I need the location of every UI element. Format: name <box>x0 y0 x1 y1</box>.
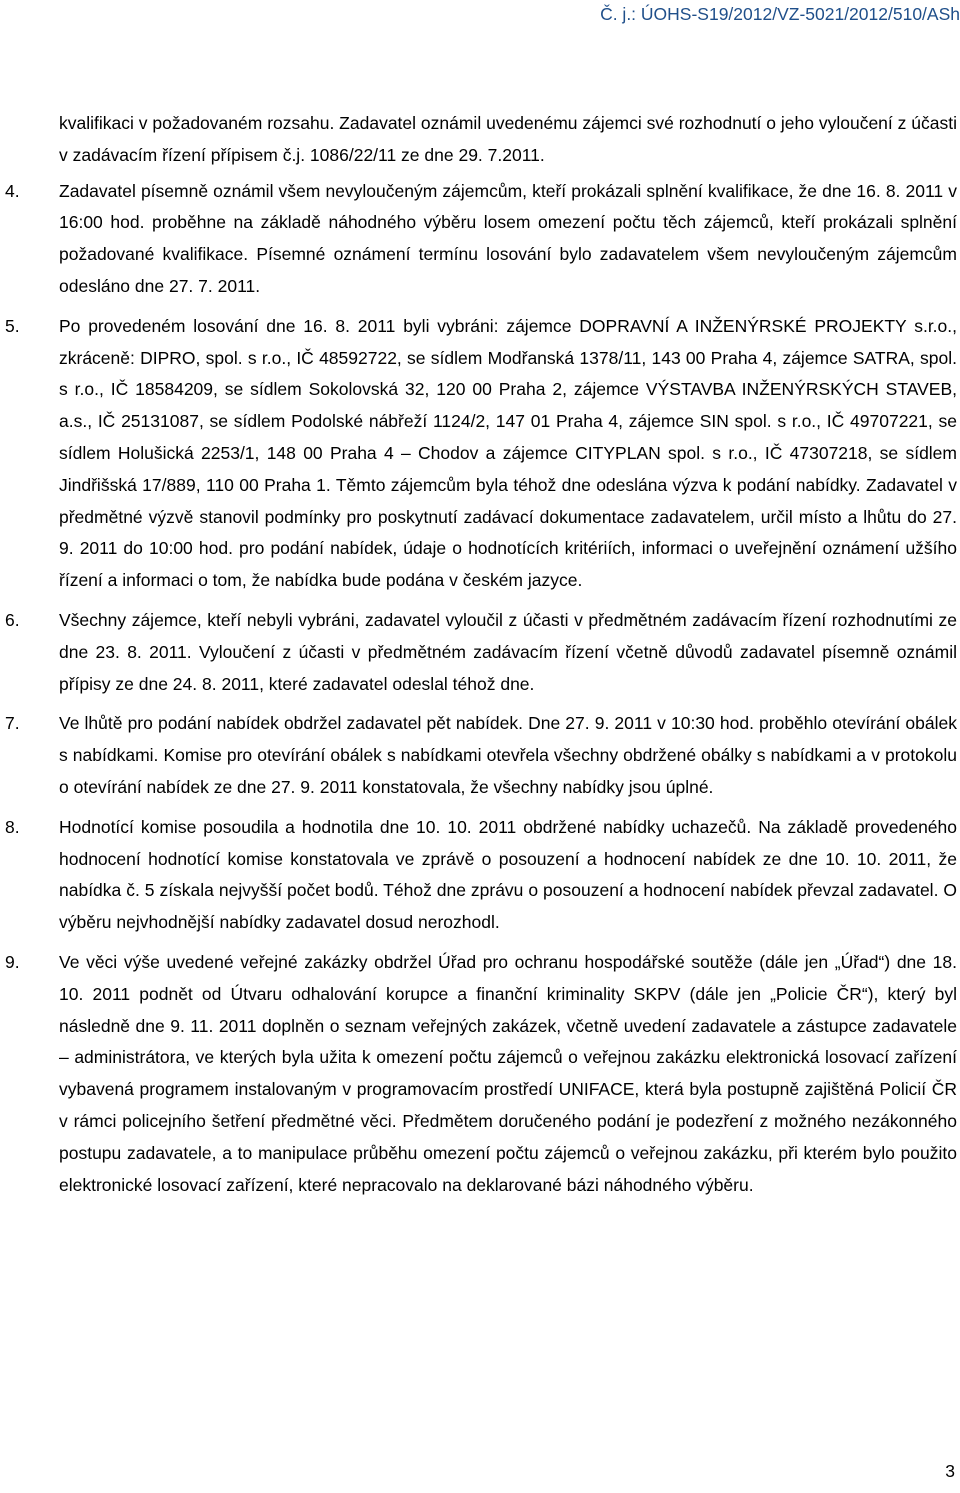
list-item-5 <box>5 311 957 597</box>
item-number: 5. <box>5 315 20 336</box>
list-item-7 <box>5 708 957 803</box>
item-number: 8. <box>5 816 20 837</box>
item-text: Ve lhůtě pro podání nabídek obdržel zadavatel pět nabídek. Dne 27. 9. 2011 v 10:30 hod. proběhlo otevírání obálek s nabídkami. Komise pro otevírání obálek s nabídkami otevřela všechny obdržené obálky s nabídkami a v protokolu o otevírání nabídek ze dne 27. 9. 2011 konstatovala, že všechny nabídky jsou úplné. <box>59 713 957 797</box>
document-reference-header: Č. j.: ÚOHS-S19/2012/VZ-5021/2012/510/ASh <box>600 4 960 24</box>
item-number: 7. <box>5 713 20 734</box>
item-text: Ve věci výše uvedené veřejné zakázky obdržel Úřad pro ochranu hospodářské soutěže (dále jen „Úřad“) dne 18. 10. 2011 podnět od Útvaru odhalování korupce a finanční kriminality SKPV (dále jen „Policie ČR“), který byl následně dne 9. 11. 2011 doplněn o seznam veřejných zakázek, včetně uvedení zadavatele a zástupce zadavatele – administrátora, ve kterých byla užita k omezení počtu zájemců o veřejnou zakázku elektronická losovací zařízení vybavená programem instalovaným v programovacím prostředí UNIFACE, která byla postupně zajištěná Policií ČR v rámci policejního šetření předmětné věci. Předmětem doručeného podání je podezření z možného nezákonného postupu zadavatele, a to manipulace průběhu omezení počtu zájemců o veřejnou zakázku, při kterém bylo použito elektronické losovací zařízení, které nepracovalo na deklarované bázi náhodného výběru. <box>59 951 957 1195</box>
item-number: 4. <box>5 180 20 201</box>
intro-paragraph: kvalifikaci v požadovaném rozsahu. Zadavatel oznámil uvedenému zájemci své rozhodnutí o jeho vyloučení z účasti v zadávacím řízení přípisem č.j. 1086/22/11 ze dne 29. 7.2011. <box>59 113 957 165</box>
item-number: 9. <box>5 951 20 972</box>
item-text: Zadavatel písemně oznámil všem nevyloučeným zájemcům, kteří prokázali splnění kvalifikace, že dne 16. 8. 2011 v 16:00 hod. proběhne na základě náhodného výběru losem omezení počtu těch zájemců, kteří prokázali splnění požadované kvalifikace. Písemné oznámení termínu losování bylo zadavatelem všem nevyloučeným zájemcům odesláno dne 27. 7. 2011. <box>59 180 957 296</box>
list-item-8 <box>5 812 957 939</box>
item-text: Hodnotící komise posoudila a hodnotila dne 10. 10. 2011 obdržené nabídky uchazečů. Na základě provedeného hodnocení hodnotící komise konstatovala ve zprávě o posouzení a hodnocení nabídek ze dne 10. 10. 2011, že nabídka č. 5 získala nejvyšší počet bodů. Téhož dne zprávu o posouzení a hodnocení nabídek převzal zadavatel. O výběru nejvhodnější nabídky zadavatel dosud nerozhodl. <box>59 816 957 933</box>
list-item-6 <box>5 605 957 700</box>
page-number: 3 <box>945 1461 955 1481</box>
list-item-9 <box>5 947 957 1201</box>
item-text: Všechny zájemce, kteří nebyli vybráni, zadavatel vyloučil z účasti v předmětném zadávacím řízení rozhodnutími ze dne 23. 8. 2011. Vyloučení z účasti v předmětném zadávacím řízení včetně důvodů zadavatel písemně oznámil přípisy ze dne 24. 8. 2011, které zadavatel odeslal téhož dne. <box>59 609 957 694</box>
document-body <box>5 108 957 1201</box>
item-text: Po provedeném losování dne 16. 8. 2011 byli vybráni: zájemce DOPRAVNÍ A INŽENÝRSKÉ PROJEKTY s.r.o., zkráceně: DIPRO, spol. s r.o., IČ 48592722, se sídlem Modřanská 1378/11, 143 00 Praha 4, zájemce SATRA, spol. s r.o., IČ 18584209, se sídlem Sokolovská 32, 120 00 Praha 2, zájemce VÝSTAVBA INŽENÝRSKÝCH STAVEB, a.s., IČ 25131087, se sídlem Podolské nábřeží 1124/2, 147 01 Praha 4, zájemce SIN spol. s r.o., IČ 49707221, se sídlem Holušická 2253/1, 148 00 Praha 4 – Chodov a zájemce CITYPLAN spol. s r.o., IČ 47307218, se sídlem Jindřišská 17/889, 110 00 Praha 1. Těmto zájemcům byla téhož dne odeslána výzva k podání nabídky. Zadavatel v předmětné výzvě stanovil podmínky pro poskytnutí zadávací dokumentace zadavatelem, určil místo a lhůtu do 27. 9. 2011 do 10:00 hod. pro podání nabídek, údaje o hodnotících kritériích, informaci o uveřejnění oznámení užšího řízení a informaci o tom, že nabídka bude podána v českém jazyce. <box>59 315 957 591</box>
list-item-4 <box>5 176 957 303</box>
item-number: 6. <box>5 609 20 630</box>
